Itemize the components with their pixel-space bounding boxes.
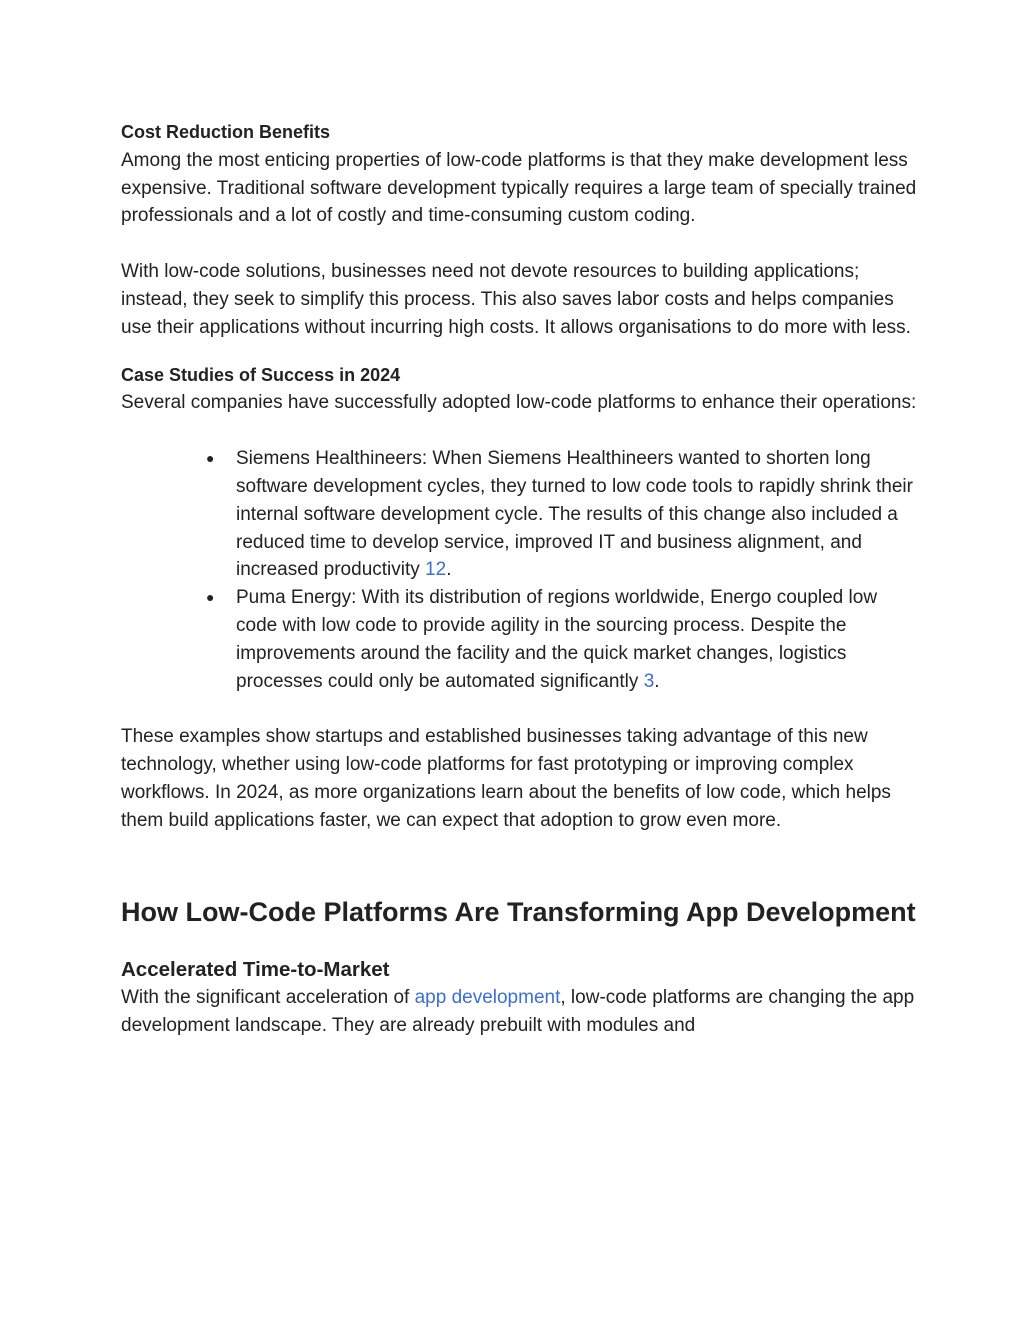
case-studies-conclusion: These examples show startups and established businesses taking advantage of this new technology, whether using low-code platforms for fast prototyping or improving complex workflows. In 2024, as more organizations learn about the benefits of low code, which helps them build applications faster, we can expect that adoption to grow even more.: [121, 726, 891, 831]
paragraph-text: , low-code platforms are changing the app development landscape. They are already prebuilt with modules and: [121, 987, 915, 1036]
citation-link[interactable]: 12: [425, 559, 447, 581]
case-studies-intro: Several companies have successfully adopted low-code platforms to enhance their operations:: [121, 392, 917, 414]
document-page: [121, 119, 921, 1040]
spacer: [121, 230, 921, 258]
spacer: [121, 695, 921, 723]
list-item-punct: .: [446, 559, 452, 581]
subsection-heading: Accelerated Time-to-Market: [121, 958, 390, 982]
transform-paragraph: [121, 984, 921, 1040]
list-item: [206, 445, 921, 584]
cost-paragraph-1: Among the most enticing properties of low-code platforms is that they make development less expensive. Traditional software development typically requires a large team of specially trained professionals and a lot of costly and time-consuming custom coding.: [121, 149, 917, 227]
bullet-icon: ●: [206, 589, 215, 606]
app-development-link[interactable]: app development: [414, 987, 561, 1009]
cost-paragraph-2: With low-code solutions, businesses need not devote resources to building applications; instead, they seek to simplify this process. This also saves labor costs and helps companies use their applications without incurring high costs. It allows organisations to do more with less.: [121, 261, 911, 338]
bullet-icon: ●: [206, 450, 215, 467]
cost-reduction-heading: Cost Reduction Benefits: [121, 122, 331, 142]
spacer: [121, 342, 921, 362]
list-item-punct: .: [654, 670, 660, 692]
list-item-text: Siemens Healthineers: When Siemens Healthineers wanted to shorten long software development cycles, they turned to low code tools to rapidly shrink their internal software development cycle. The results of this change also included a reduced time to develop service, improved IT and business alignment, and increased productivity: [236, 448, 913, 581]
list-item: [206, 584, 921, 695]
paragraph-text: With the significant acceleration of: [121, 987, 415, 1009]
section-heading: How Low-Code Platforms Are Transforming App Development: [121, 896, 916, 927]
citation-link[interactable]: 3: [643, 670, 655, 692]
case-studies-heading: Case Studies of Success in 2024: [121, 364, 401, 385]
case-studies-list: [121, 445, 921, 695]
list-item-text: Puma Energy: With its distribution of regions worldwide, Energo coupled low code with low code to provide agility in the sourcing process. Despite the improvements around the facility and the quick market changes, logistics processes could only be automated significantly: [236, 587, 878, 692]
